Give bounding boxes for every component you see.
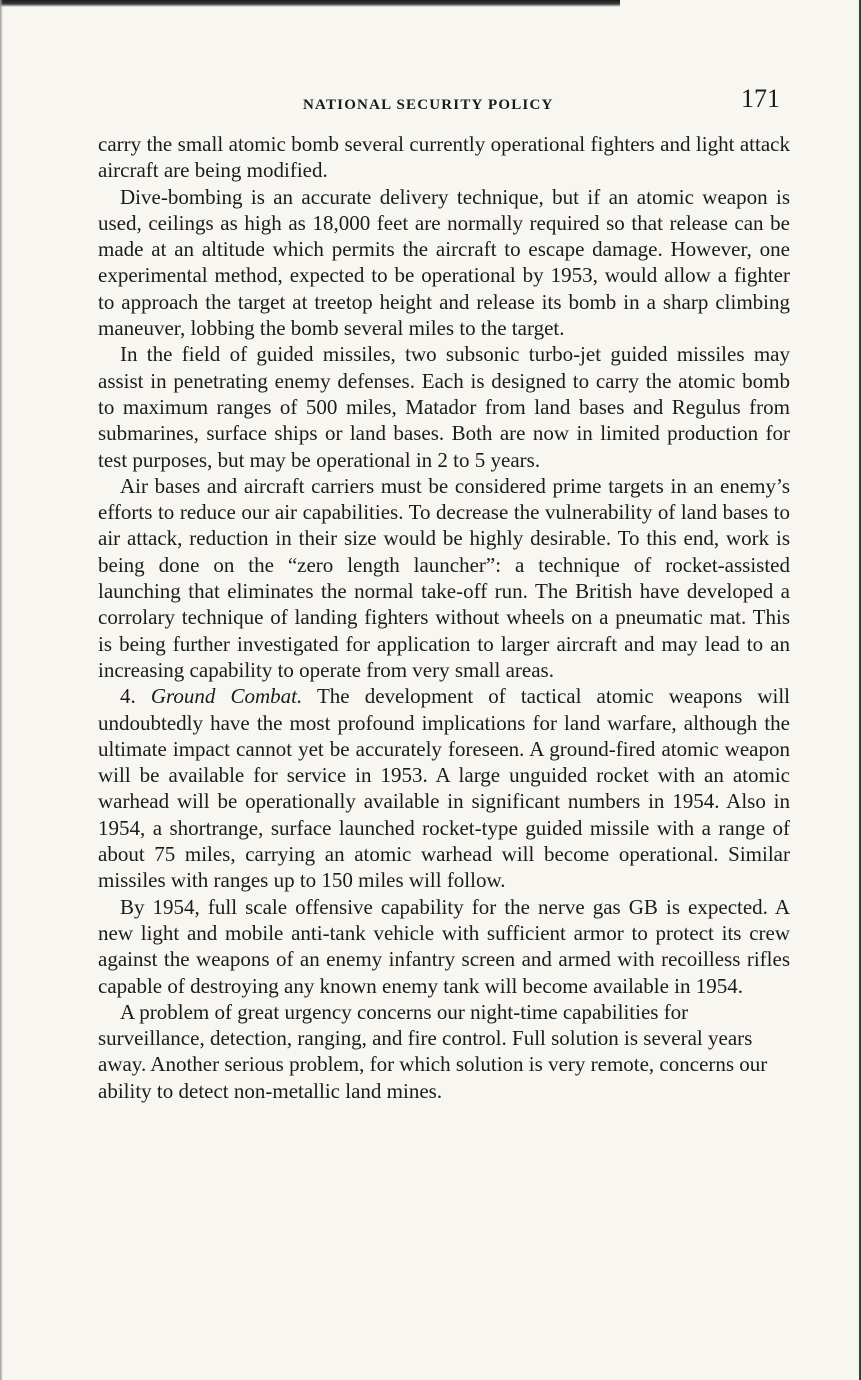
paragraph-night-time: A problem of great urgency concerns our night-time capabilities for surveillance, detection, ranging, and fire control. Full solution is several years away. Another serious problem, for which solution is very remote, concerns our ability to detect non-metallic land mines.: [98, 999, 768, 1103]
page-header: [98, 84, 790, 124]
section-heading: Ground Combat.: [150, 684, 303, 709]
paragraph-dive-bombing: Dive-bombing is an accurate delivery technique, but if an atomic weapon is used, ceilings as high as 18,000 feet are normally required so that release can be made at an altitude which permits the aircraft to escape damage. However, one experimental method, expected to be operational by 1953, would allow a fighter to approach the target at treetop height and release its bomb in a sharp climbing maneuver, lobbing the bomb several miles to the target.: [98, 184, 790, 341]
page-body: [98, 131, 790, 1104]
scan-top-shadow: [0, 0, 620, 7]
page-number: 171: [741, 84, 780, 113]
section-text: The development of tactical atomic weapons will undoubtedly have the most profound implications for land warfare, although the ultimate impact cannot yet be accurately foreseen. A ground-fired atomic weapon will be available for service in 1953. A large unguided rocket with an atomic warhead will be operationally available in significant numbers in 1954. Also in 1954, a shortrange, surface launched rocket-type guided missile with a range of about 75 miles, carrying an atomic warhead will become operational. Similar missiles with ranges up to 150 miles will follow.: [98, 684, 791, 893]
paragraph-nerve-gas: By 1954, full scale offensive capability for the nerve gas GB is expected. A new light and mobile anti-tank vehicle with sufficient armor to protect its crew against the weapons of an enemy infantry screen and armed with recoilless rifles capable of destroying any known enemy tank will become available in 1954.: [98, 894, 790, 998]
paragraph-ground-combat: [98, 683, 790, 893]
scan-left-edge: [0, 0, 3, 1380]
running-head: NATIONAL SECURITY POLICY: [303, 97, 554, 113]
paragraph-air-bases: Air bases and aircraft carriers must be considered prime targets in an enemy’s efforts to reduce our air capabilities. To decrease the vulnerability of land bases to air attack, reduction in their size would be highly desirable. To this end, work is being done on the “zero length launcher”: a technique of rocket-assisted launching that eliminates the normal take-off run. The British have developed a corrolary technique of landing fighters without wheels on a pneumatic mat. This is being further investigated for application to larger aircraft and may lead to an increasing capability to operate from very small areas.: [98, 473, 790, 682]
paragraph-continued: carry the small atomic bomb several currently operational fighters and light attack aircraft are being modified.: [98, 132, 790, 183]
paragraph-guided-missiles: In the field of guided missiles, two subsonic turbo-jet guided missiles may assist in penetrating enemy defenses. Each is designed to carry the atomic bomb to maximum ranges of 500 miles, Matador from land bases and Regulus from submarines, surface ships or land bases. Both are now in limited production for test purposes, but may be operational in 2 to 5 years.: [98, 342, 790, 472]
section-number: 4.: [120, 684, 136, 709]
